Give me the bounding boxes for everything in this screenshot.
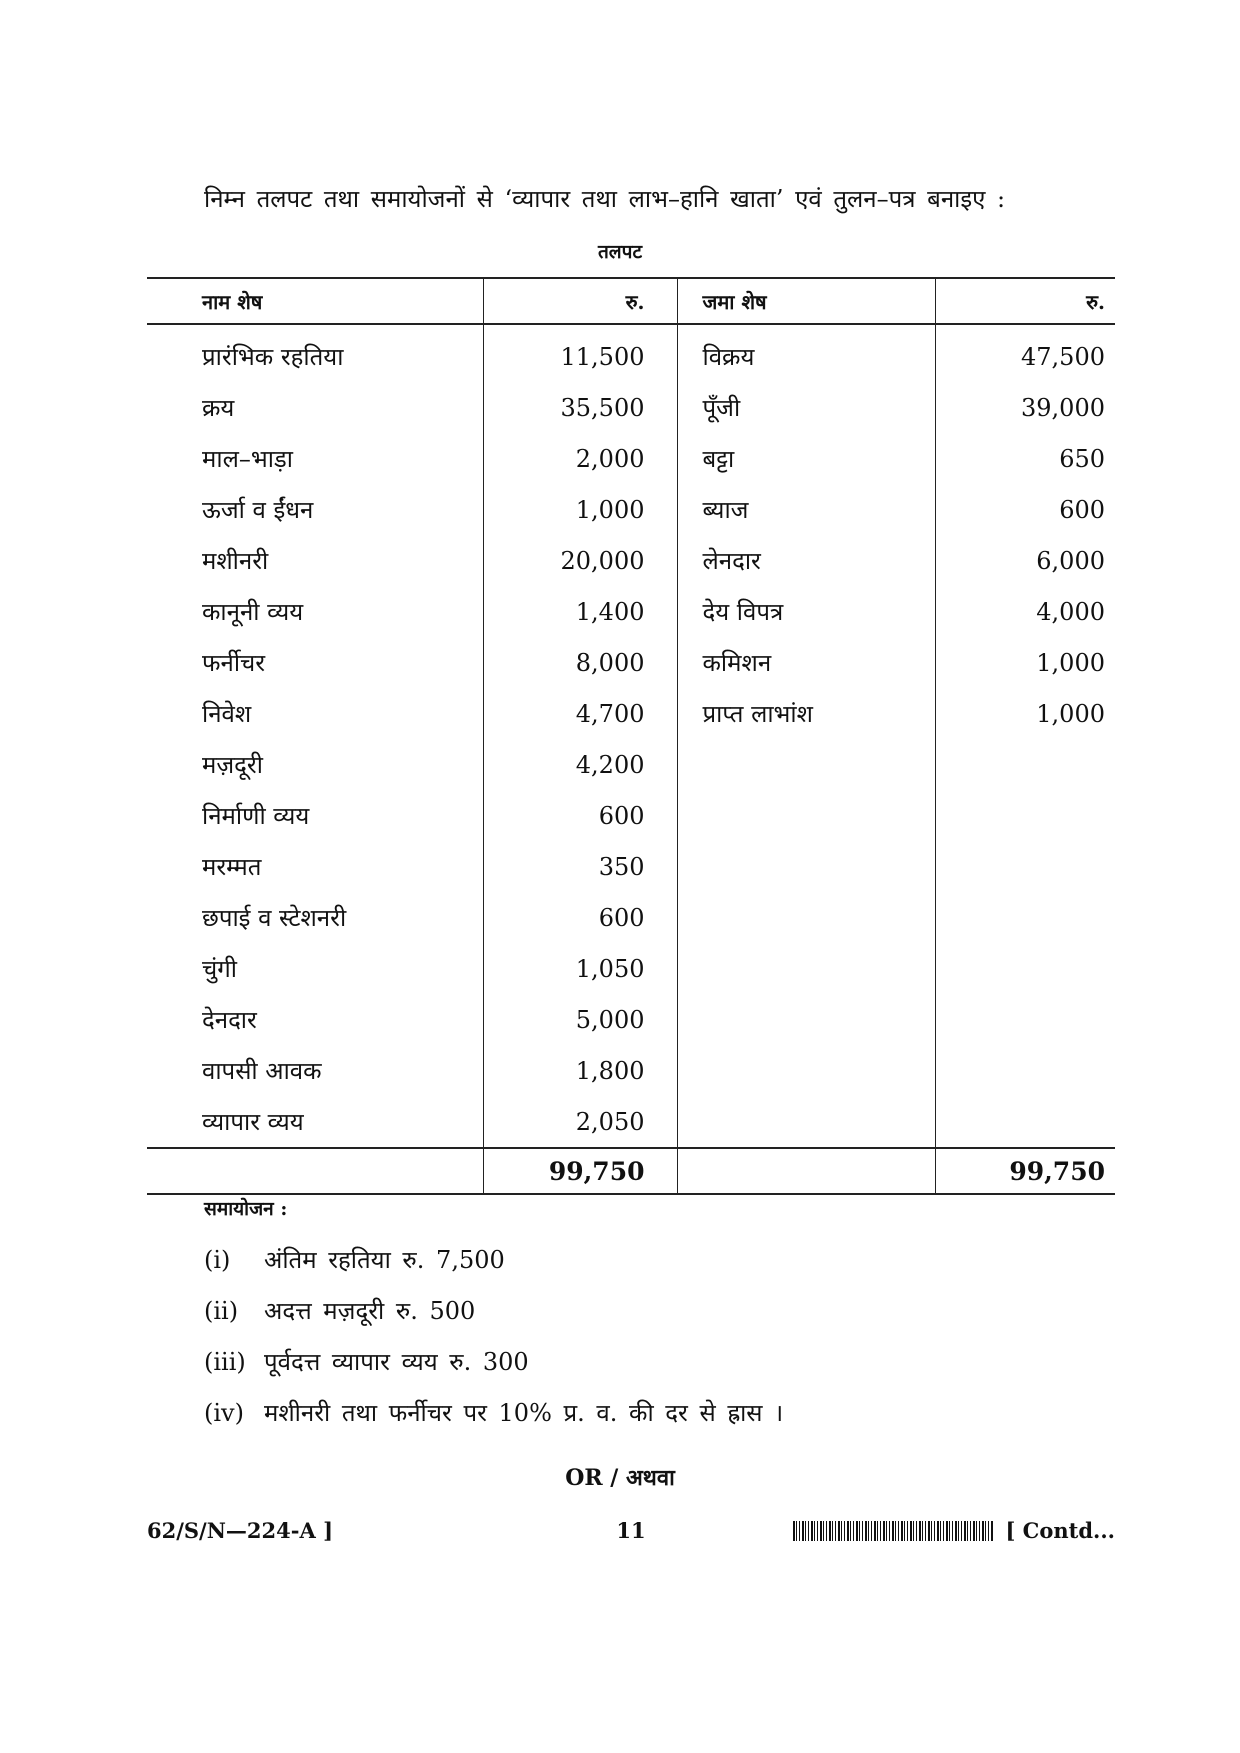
table-row [147,324,1115,382]
debit-amount: 2,000 [483,433,677,484]
debit-account: मज़दूरी [202,751,263,779]
credit-account: प्राप्त लाभांश [677,688,935,739]
debit-amount: 600 [483,790,677,841]
debit-account: निर्माणी व्यय [202,802,310,830]
credit-amount: 650 [935,433,1115,484]
debit-amount: 1,050 [483,943,677,994]
credit-account [677,943,935,994]
footer-right [793,1518,1115,1543]
table-row [147,892,1115,943]
adjustment-text: अंतिम रहतिया रु. 7,500 [264,1246,505,1274]
adjustment-item [204,1240,783,1291]
credit-amount: 47,500 [935,324,1115,382]
adjustments-list [204,1240,783,1444]
credit-amount [935,892,1115,943]
debit-amount: 11,500 [483,324,677,382]
adjustments-title: समायोजन : [204,1198,288,1220]
header-credit-amount: रु. [935,278,1115,324]
paper-code: 62/S/N—224-A ] [147,1518,334,1543]
debit-amount: 5,000 [483,994,677,1045]
table-row [147,484,1115,535]
header-debit-amount: रु. [483,278,677,324]
credit-account: विक्रय [677,324,935,382]
debit-account: फर्नीचर [202,649,266,677]
credit-amount: 1,000 [935,637,1115,688]
contd-label: [ Contd... [1005,1518,1115,1543]
credit-account: ब्याज [677,484,935,535]
table-row [147,739,1115,790]
or-separator: OR / अथवा [565,1465,675,1491]
credit-account [677,1045,935,1096]
adjustment-item [204,1291,783,1342]
credit-amount [935,841,1115,892]
credit-amount [935,943,1115,994]
table-row [147,1096,1115,1148]
adjustment-text: अदत्त मज़दूरी रु. 500 [264,1297,476,1325]
table-row [147,994,1115,1045]
table-row [147,1045,1115,1096]
debit-amount: 350 [483,841,677,892]
credit-account [677,739,935,790]
table-row [147,586,1115,637]
debit-amount: 1,800 [483,1045,677,1096]
table-row [147,637,1115,688]
total-blank [147,1148,483,1194]
trial-balance-table [147,277,1115,1195]
adjustment-item [204,1342,783,1393]
table-total-row [147,1148,1115,1194]
credit-account: देय विपत्र [677,586,935,637]
credit-amount: 4,000 [935,586,1115,637]
barcode-image [793,1521,993,1541]
table-row [147,535,1115,586]
table-row [147,790,1115,841]
credit-account [677,994,935,1045]
debit-account: मशीनरी [202,547,269,575]
debit-amount: 4,200 [483,739,677,790]
debit-account: छपाई व स्टेशनरी [202,904,347,932]
credit-amount: 39,000 [935,382,1115,433]
debit-account: प्रारंभिक रहतिया [202,343,344,371]
debit-account: निवेश [202,700,252,728]
total-debit: 99,750 [483,1148,677,1194]
credit-amount [935,1096,1115,1148]
table-header-row [147,278,1115,324]
total-credit: 99,750 [935,1148,1115,1194]
adjustment-number: (iv) [204,1399,244,1427]
debit-amount: 2,050 [483,1096,677,1148]
credit-account [677,790,935,841]
table-row [147,688,1115,739]
table-title: तलपट [597,241,643,263]
adjustment-text: मशीनरी तथा फर्नीचर पर 10% प्र. व. की दर से ह्रास । [264,1399,784,1427]
page-number: 11 [616,1518,646,1543]
debit-account: माल–भाड़ा [202,445,293,473]
credit-amount [935,790,1115,841]
credit-account: कमिशन [677,637,935,688]
debit-account: देनदार [202,1006,257,1034]
debit-amount: 8,000 [483,637,677,688]
table-row [147,943,1115,994]
debit-account: व्यापार व्यय [202,1108,304,1136]
header-credit: जमा शेष [677,278,935,324]
credit-amount: 600 [935,484,1115,535]
credit-account: पूँजी [677,382,935,433]
adjustment-number: (i) [204,1246,231,1274]
credit-account [677,1096,935,1148]
debit-account: मरम्मत [202,853,262,881]
debit-account: क्रय [202,394,235,422]
credit-account: लेनदार [677,535,935,586]
credit-amount [935,994,1115,1045]
credit-amount [935,1045,1115,1096]
debit-account: कानूनी व्यय [202,598,304,626]
table-row [147,433,1115,484]
total-blank [677,1148,935,1194]
adjustment-number: (ii) [204,1297,239,1325]
credit-amount: 6,000 [935,535,1115,586]
debit-amount: 1,000 [483,484,677,535]
adjustment-number: (iii) [204,1348,246,1376]
debit-account: चुंगी [202,955,237,983]
credit-amount [935,739,1115,790]
table-row [147,382,1115,433]
credit-account [677,892,935,943]
header-debit: नाम शेष [147,278,483,324]
credit-account [677,841,935,892]
adjustment-text: पूर्वदत्त व्यापार व्यय रु. 300 [264,1348,529,1376]
credit-amount: 1,000 [935,688,1115,739]
adjustment-item [204,1393,783,1444]
debit-amount: 4,700 [483,688,677,739]
debit-amount: 600 [483,892,677,943]
question-instruction: निम्न तलपट तथा समायोजनों से ‘व्यापार तथा लाभ–हानि खाता’ एवं तुलन–पत्र बनाइए : [204,185,1006,213]
debit-account: वापसी आवक [202,1057,322,1085]
debit-amount: 35,500 [483,382,677,433]
credit-account: बट्टा [677,433,935,484]
table-row [147,841,1115,892]
debit-account: ऊर्जा व ईंधन [202,496,314,524]
debit-amount: 20,000 [483,535,677,586]
debit-amount: 1,400 [483,586,677,637]
